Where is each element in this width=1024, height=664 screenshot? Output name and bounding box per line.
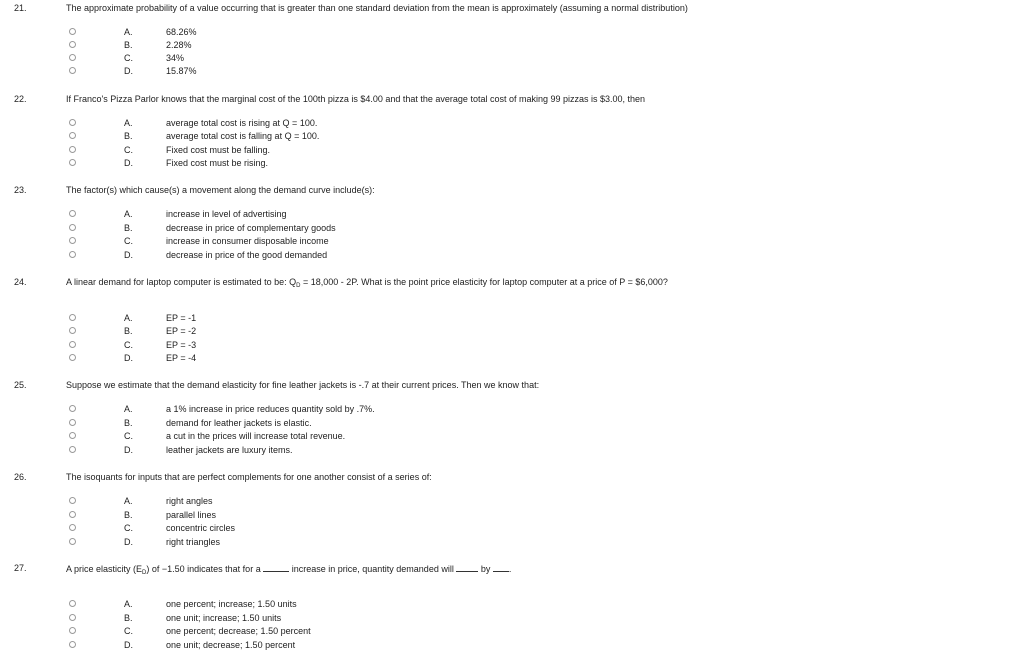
question-text: Suppose we estimate that the demand elasticity for fine leather jackets is -.7 at their current prices. Then we know that: bbox=[66, 380, 540, 390]
option-letter: D. bbox=[124, 537, 133, 547]
radio-button[interactable] bbox=[69, 354, 76, 361]
option-b[interactable] bbox=[0, 326, 1024, 339]
option-letter: C. bbox=[124, 431, 133, 441]
option-text: leather jackets are luxury items. bbox=[166, 445, 293, 455]
option-letter: D. bbox=[124, 353, 133, 363]
option-text: 34% bbox=[166, 53, 185, 63]
option-letter: A. bbox=[124, 118, 133, 128]
option-letter: A. bbox=[124, 209, 133, 219]
option-text: one percent; increase; 1.50 units bbox=[166, 599, 297, 609]
option-a[interactable] bbox=[0, 599, 1024, 612]
question-number: 23. bbox=[14, 185, 27, 195]
radio-button[interactable] bbox=[69, 600, 76, 607]
option-text: right triangles bbox=[166, 537, 221, 547]
option-text: average total cost is rising at Q = 100. bbox=[166, 118, 318, 128]
radio-button[interactable] bbox=[69, 251, 76, 258]
option-text: one percent; decrease; 1.50 percent bbox=[166, 626, 311, 636]
option-a[interactable] bbox=[0, 496, 1024, 509]
option-text: increase in level of advertising bbox=[166, 209, 287, 219]
option-b[interactable] bbox=[0, 613, 1024, 626]
option-letter: D. bbox=[124, 640, 133, 650]
option-letter: B. bbox=[124, 223, 133, 233]
question-text bbox=[66, 563, 511, 576]
radio-button[interactable] bbox=[69, 237, 76, 244]
option-letter: C. bbox=[124, 340, 133, 350]
option-letter: D. bbox=[124, 66, 133, 76]
question-text-start: A linear demand for laptop computer is estimated to be: Q bbox=[66, 277, 297, 287]
option-c[interactable] bbox=[0, 431, 1024, 444]
option-b[interactable] bbox=[0, 510, 1024, 523]
question-number: 25. bbox=[14, 380, 27, 390]
option-b[interactable] bbox=[0, 131, 1024, 144]
option-letter: D. bbox=[124, 158, 133, 168]
option-text: decrease in price of complementary goods bbox=[166, 223, 336, 233]
option-a[interactable] bbox=[0, 404, 1024, 417]
radio-button[interactable] bbox=[69, 54, 76, 61]
radio-button[interactable] bbox=[69, 327, 76, 334]
option-letter: C. bbox=[124, 53, 133, 63]
question-text: The factor(s) which cause(s) a movement along the demand curve include(s): bbox=[66, 185, 375, 195]
option-letter: C. bbox=[124, 236, 133, 246]
radio-button[interactable] bbox=[69, 511, 76, 518]
option-letter: A. bbox=[124, 27, 133, 37]
option-c[interactable] bbox=[0, 53, 1024, 66]
question-number: 27. bbox=[14, 563, 27, 573]
question-text: The isoquants for inputs that are perfect complements for one another consist of a series of: bbox=[66, 472, 432, 482]
radio-button[interactable] bbox=[69, 524, 76, 531]
question-number: 24. bbox=[14, 277, 27, 287]
option-text: parallel lines bbox=[166, 510, 217, 520]
option-letter: B. bbox=[124, 418, 133, 428]
question-number: 26. bbox=[14, 472, 27, 482]
option-d[interactable] bbox=[0, 537, 1024, 550]
fill-in-blank-2 bbox=[456, 563, 478, 572]
radio-button[interactable] bbox=[69, 432, 76, 439]
option-d[interactable] bbox=[0, 250, 1024, 263]
option-text: Fixed cost must be falling. bbox=[166, 145, 271, 155]
option-text: EP = -2 bbox=[166, 326, 197, 336]
radio-button[interactable] bbox=[69, 119, 76, 126]
radio-button[interactable] bbox=[69, 146, 76, 153]
option-text: a 1% increase in price reduces quantity sold by .7%. bbox=[166, 404, 375, 414]
radio-button[interactable] bbox=[69, 210, 76, 217]
radio-button[interactable] bbox=[69, 314, 76, 321]
question-text-part1: A price elasticity (E bbox=[66, 564, 143, 574]
fill-in-blank-1 bbox=[263, 563, 289, 572]
subscript-d: D bbox=[296, 283, 301, 289]
option-text: one unit; increase; 1.50 units bbox=[166, 613, 282, 623]
option-letter: A. bbox=[124, 496, 133, 506]
subscript-d: D bbox=[142, 570, 147, 576]
radio-button[interactable] bbox=[69, 497, 76, 504]
option-letter: A. bbox=[124, 404, 133, 414]
option-text: 15.87% bbox=[166, 66, 197, 76]
radio-button[interactable] bbox=[69, 41, 76, 48]
question-text: The approximate probability of a value occurring that is greater than one standard deviation from the mean is approximately (assuming a normal distribution) bbox=[66, 3, 688, 13]
option-letter: A. bbox=[124, 599, 133, 609]
radio-button[interactable] bbox=[69, 614, 76, 621]
radio-button[interactable] bbox=[69, 641, 76, 648]
option-text: 68.26% bbox=[166, 27, 197, 37]
option-text: concentric circles bbox=[166, 523, 236, 533]
option-c[interactable] bbox=[0, 523, 1024, 536]
option-text: a cut in the prices will increase total revenue. bbox=[166, 431, 346, 441]
option-d[interactable] bbox=[0, 445, 1024, 458]
question-text-end: = 18,000 - 2P. What is the point price elasticity for laptop computer at a price of P = $6,000? bbox=[300, 277, 668, 287]
option-c[interactable] bbox=[0, 236, 1024, 249]
option-letter: B. bbox=[124, 131, 133, 141]
radio-button[interactable] bbox=[69, 341, 76, 348]
option-letter: B. bbox=[124, 40, 133, 50]
option-d[interactable] bbox=[0, 640, 1024, 653]
option-letter: D. bbox=[124, 445, 133, 455]
radio-button[interactable] bbox=[69, 538, 76, 545]
option-text: average total cost is falling at Q = 100. bbox=[166, 131, 320, 141]
option-text: EP = -4 bbox=[166, 353, 197, 363]
option-c[interactable] bbox=[0, 340, 1024, 353]
option-letter: A. bbox=[124, 313, 133, 323]
option-d[interactable] bbox=[0, 66, 1024, 79]
option-text: Fixed cost must be rising. bbox=[166, 158, 269, 168]
option-text: increase in consumer disposable income bbox=[166, 236, 329, 246]
option-letter: C. bbox=[124, 145, 133, 155]
option-a[interactable] bbox=[0, 27, 1024, 40]
option-a[interactable] bbox=[0, 118, 1024, 131]
question-text bbox=[66, 277, 668, 289]
option-letter: C. bbox=[124, 626, 133, 636]
question-number: 21. bbox=[14, 3, 27, 13]
question-text-part3: increase in price, quantity demanded will bbox=[291, 564, 454, 574]
radio-button[interactable] bbox=[69, 67, 76, 74]
radio-button[interactable] bbox=[69, 224, 76, 231]
radio-button[interactable] bbox=[69, 627, 76, 634]
radio-button[interactable] bbox=[69, 446, 76, 453]
option-text: EP = -3 bbox=[166, 340, 197, 350]
option-c[interactable] bbox=[0, 145, 1024, 158]
option-letter: B. bbox=[124, 510, 133, 520]
option-text: one unit; decrease; 1.50 percent bbox=[166, 640, 296, 650]
option-d[interactable] bbox=[0, 353, 1024, 366]
option-letter: B. bbox=[124, 326, 133, 336]
radio-button[interactable] bbox=[69, 405, 76, 412]
question-text-part5: . bbox=[508, 564, 512, 574]
question-text: If Franco's Pizza Parlor knows that the marginal cost of the 100th pizza is $4.00 and that the average total cost of making 99 pizzas is $3.00, then bbox=[66, 94, 646, 104]
option-text: EP = -1 bbox=[166, 313, 197, 323]
option-b[interactable] bbox=[0, 418, 1024, 431]
question-text-part2: ) of −1.50 indicates that for a bbox=[146, 564, 261, 574]
option-text: 2.28% bbox=[166, 40, 192, 50]
option-letter: B. bbox=[124, 613, 133, 623]
option-text: demand for leather jackets is elastic. bbox=[166, 418, 312, 428]
radio-button[interactable] bbox=[69, 28, 76, 35]
option-b[interactable] bbox=[0, 223, 1024, 236]
option-letter: D. bbox=[124, 250, 133, 260]
radio-button[interactable] bbox=[69, 419, 76, 426]
radio-button[interactable] bbox=[69, 159, 76, 166]
option-c[interactable] bbox=[0, 626, 1024, 639]
option-a[interactable] bbox=[0, 209, 1024, 222]
option-a[interactable] bbox=[0, 313, 1024, 326]
option-d[interactable] bbox=[0, 158, 1024, 171]
fill-in-blank-3 bbox=[493, 563, 509, 572]
question-text-part4: by bbox=[480, 564, 491, 574]
option-text: decrease in price of the good demanded bbox=[166, 250, 328, 260]
option-b[interactable] bbox=[0, 40, 1024, 53]
radio-button[interactable] bbox=[69, 132, 76, 139]
option-letter: C. bbox=[124, 523, 133, 533]
question-number: 22. bbox=[14, 94, 27, 104]
option-text: right angles bbox=[166, 496, 213, 506]
